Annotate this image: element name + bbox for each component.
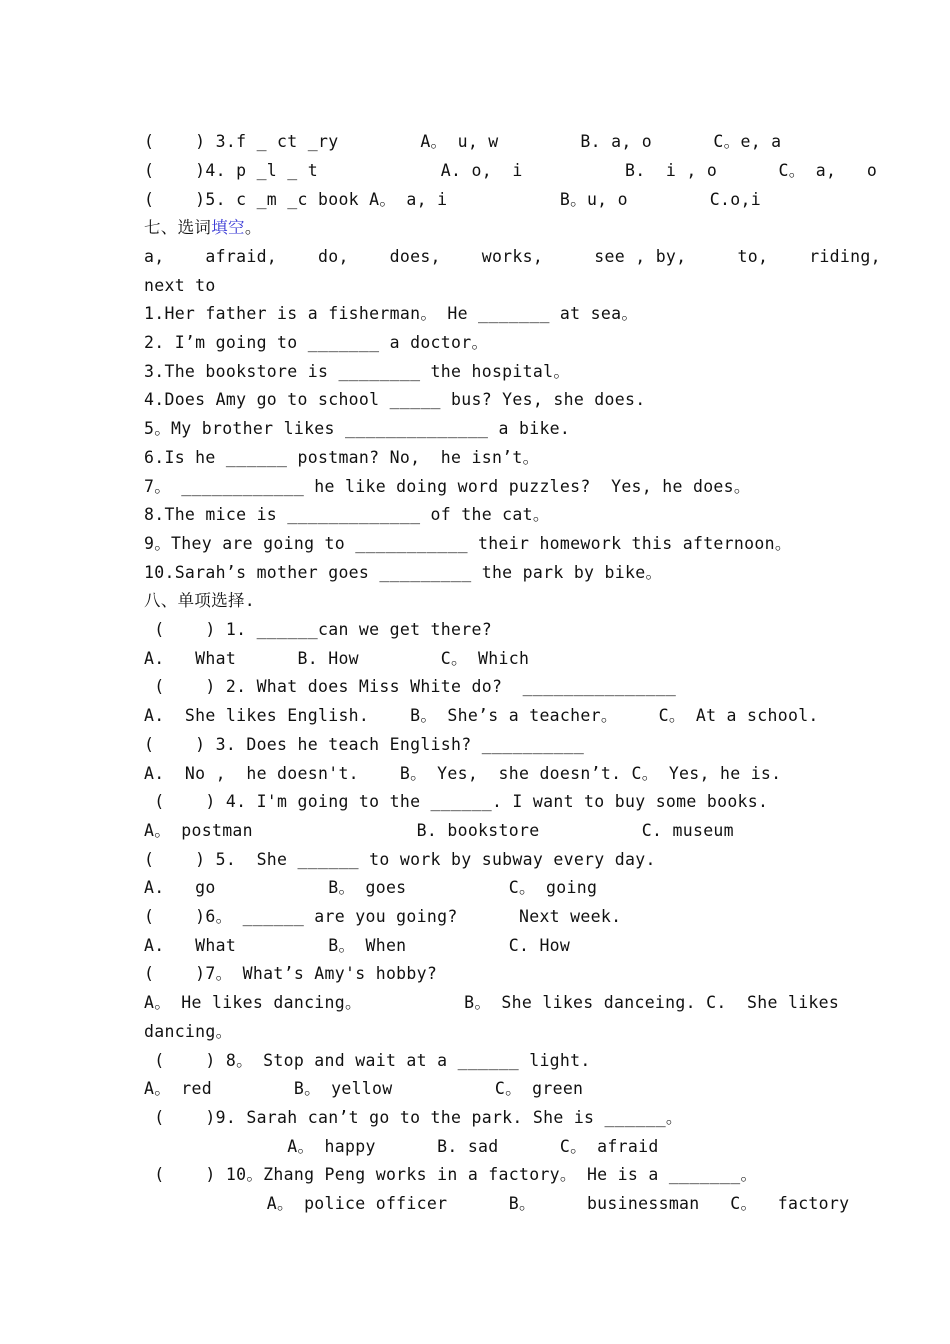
- section-viii-heading: 八、单项选择.: [144, 591, 256, 610]
- word-bank-line: next to: [144, 276, 216, 295]
- fill-blank-item: 10.Sarah’s mother goes _________ the park by bike。: [144, 563, 663, 582]
- options-line: A. go B。 goes C。 going: [144, 878, 598, 897]
- fill-blank-item: 4.Does Amy go to school _____ bus? Yes, she does.: [144, 390, 646, 409]
- options-line: A。 happy B. sad C。 afraid: [144, 1137, 659, 1156]
- question-line: ( ) 8。 Stop and wait at a ______ light.: [144, 1051, 591, 1070]
- options-line: A。 police officer B。 businessman C。 factory: [144, 1194, 850, 1213]
- word-bank-line: a, afraid, do, does, works, see , by, to, riding,: [144, 247, 881, 266]
- fill-blank-item: 7。 ____________ he like doing word puzzles? Yes, he does。: [144, 477, 751, 496]
- fill-blank-item: 8.The mice is _____________ of the cat。: [144, 505, 550, 524]
- question-line: ( ) 3.f _ ct _ry A。 u, w B. a, o C。e, a: [144, 132, 782, 151]
- question-line: ( ) 1. ______can we get there?: [144, 620, 492, 639]
- fill-blank-item: 6.Is he ______ postman? No, he isn’t。: [144, 448, 540, 467]
- section-vii-heading-prefix: 七、选词: [144, 218, 212, 237]
- fill-blank-item: 3.The bookstore is ________ the hospital。: [144, 362, 571, 381]
- question-line: ( ) 3. Does he teach English? __________: [144, 735, 585, 754]
- fill-blank-item: 1.Her father is a fisherman。 He _______ at sea。: [144, 304, 639, 323]
- question-line: ( ) 4. I'm going to the ______. I want to buy some books.: [144, 792, 769, 811]
- question-line: ( )5. c _m _c book A。 a, i B。u, o C.o,i: [144, 190, 761, 209]
- options-line: A。 He likes dancing。 B。 She likes danceing. C. She likes: [144, 993, 840, 1012]
- question-line: ( )9. Sarah can’t go to the park. She is ______。: [144, 1108, 683, 1127]
- options-line: A. What B. How C。 Which: [144, 649, 530, 668]
- options-line: A. What B。 When C. How: [144, 936, 571, 955]
- options-line: A. She likes English. B。 She’s a teacher。 C。 At a school.: [144, 706, 819, 725]
- fill-blank-item: 2. I’m going to _______ a doctor。: [144, 333, 489, 352]
- options-line: dancing。: [144, 1022, 233, 1041]
- question-line: ( ) 2. What does Miss White do? _______________: [144, 677, 677, 696]
- options-line: A。 postman B. bookstore C. museum: [144, 821, 734, 840]
- options-line: A。 red B。 yellow C。 green: [144, 1079, 584, 1098]
- question-line: ( )7。 What’s Amy's hobby?: [144, 964, 438, 983]
- section-vii-heading-highlight: 填空: [211, 218, 245, 237]
- question-line: ( ) 5. She ______ to work by subway every day.: [144, 850, 656, 869]
- section-vii-heading-suffix: 。: [244, 218, 262, 237]
- fill-blank-item: 5。My brother likes ______________ a bike.: [144, 419, 571, 438]
- fill-blank-item: 9。They are going to ___________ their homework this afternoon。: [144, 534, 792, 553]
- question-line: ( )4. p _l _ t A. o, i B. i , o C。 a, o: [144, 161, 878, 180]
- question-line: ( ) 10。Zhang Peng works in a factory。 He is a _______。: [144, 1165, 758, 1184]
- section-vii-heading: [144, 214, 262, 242]
- options-line: A. No , he doesn't. B。 Yes, she doesn’t. C。 Yes, he is.: [144, 764, 782, 783]
- question-line: ( )6。 ______ are you going? Next week.: [144, 907, 622, 926]
